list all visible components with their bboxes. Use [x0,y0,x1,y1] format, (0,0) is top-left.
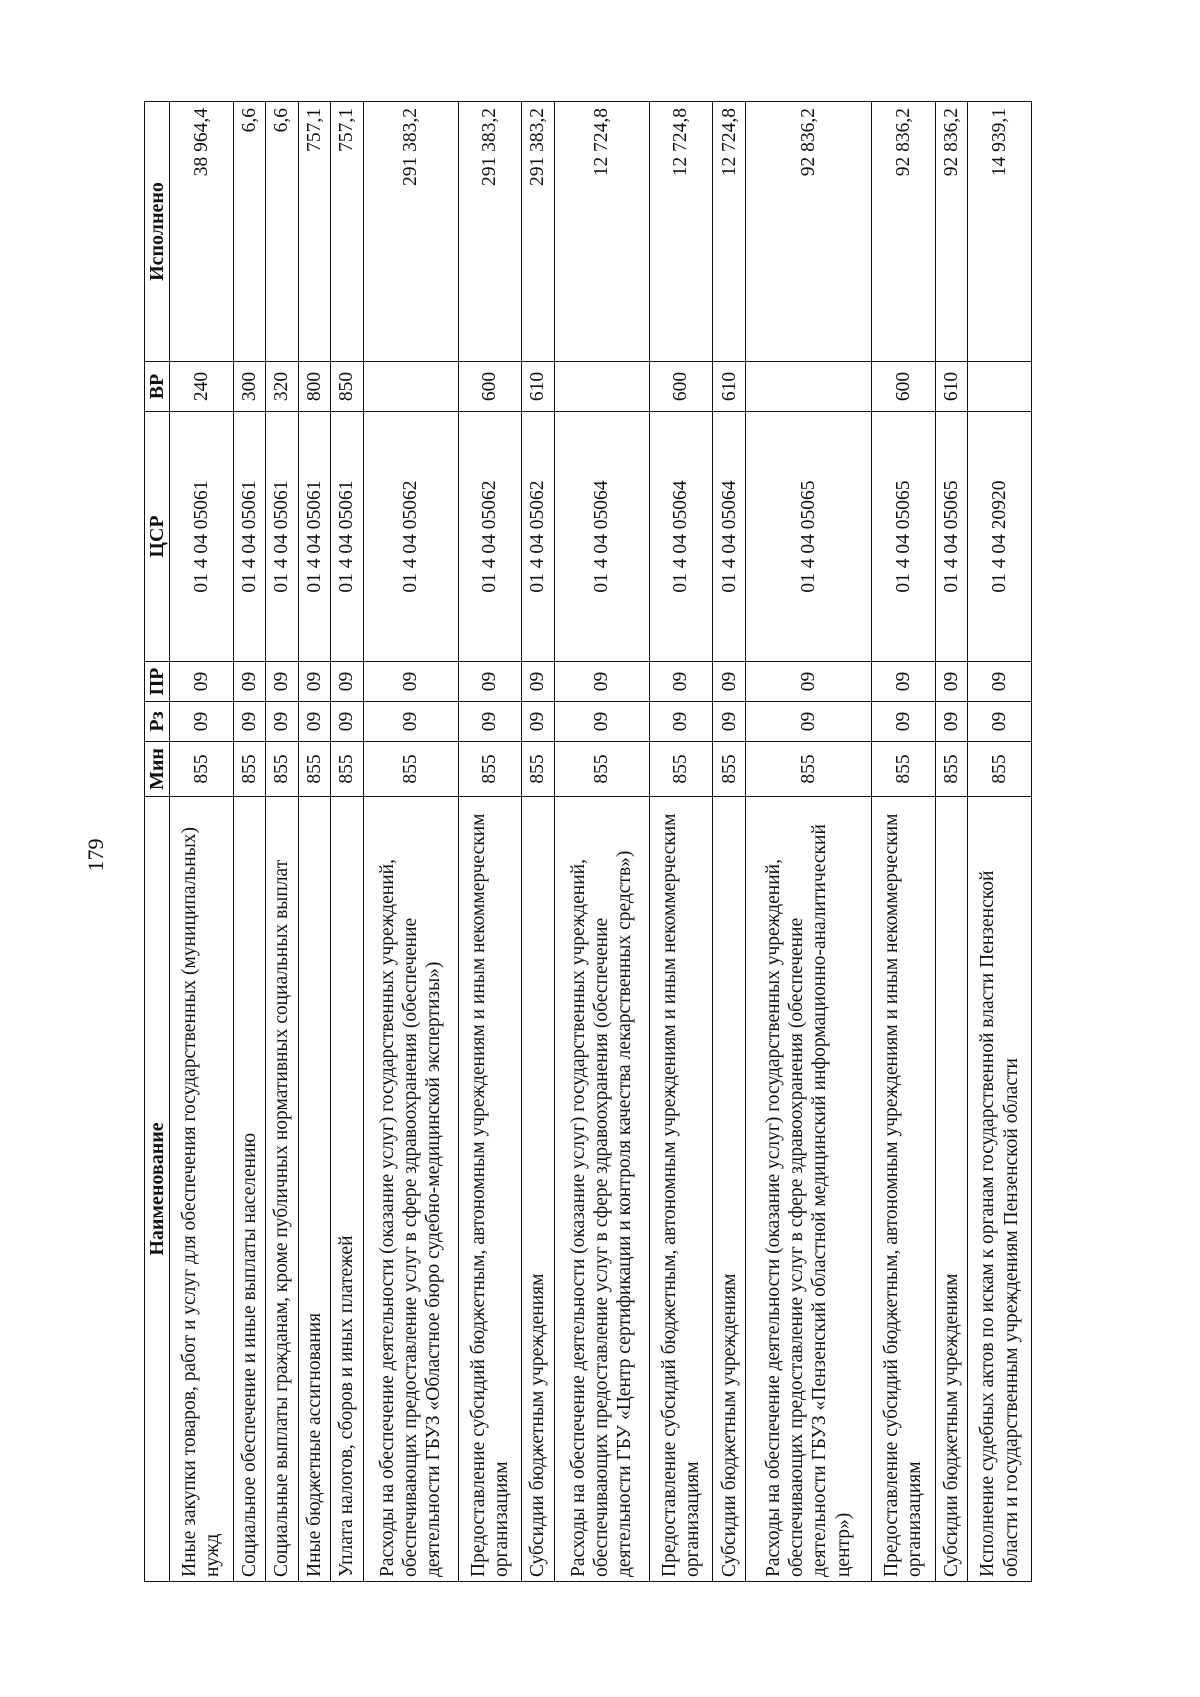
cell-csr: 01 4 04 05061 [233,412,266,662]
cell-vr: 600 [458,362,522,412]
cell-min: 855 [363,742,458,797]
cell-name: Предоставление субсидий бюджетным, автономным учреждениям и иным некоммерческим организациям [649,797,713,1582]
cell-pr: 09 [713,662,746,702]
cell-vr: 610 [935,362,968,412]
cell-rz: 09 [363,702,458,742]
cell-vr: 600 [649,362,713,412]
header-vr: ВР [145,362,170,412]
table-body [170,102,1032,1582]
table-row [331,102,364,1582]
cell-min: 855 [745,742,871,797]
cell-amount: 291 383,2 [458,102,522,362]
cell-pr: 09 [968,662,1032,702]
cell-name: Расходы на обеспечение деятельности (оказание услуг) государственных учреждений, обеспечивающих предоставление услуг в сфере здравоохранения (обеспечение деятельности ГБУ «Центр сертификации и контроля качества лекарственных средств») [554,797,649,1582]
header-min: Мин [145,742,170,797]
cell-amount: 12 724,8 [649,102,713,362]
cell-rz: 09 [649,702,713,742]
table-row [935,102,968,1582]
cell-name: Социальное обеспечение и иные выплаты населению [233,797,266,1582]
table-row [872,102,936,1582]
header-csr: ЦСР [145,412,170,662]
cell-min: 855 [331,742,364,797]
cell-rz: 09 [872,702,936,742]
cell-min: 855 [554,742,649,797]
cell-csr: 01 4 04 20920 [968,412,1032,662]
header-rz: Рз [145,702,170,742]
cell-name: Субсидии бюджетным учреждениям [935,797,968,1582]
cell-vr: 320 [266,362,299,412]
cell-vr: 240 [170,362,234,412]
cell-amount: 38 964,4 [170,102,234,362]
cell-pr: 09 [170,662,234,702]
budget-table-container [144,102,1032,1582]
cell-rz: 09 [745,702,871,742]
cell-rz: 09 [968,702,1032,742]
cell-rz: 09 [458,702,522,742]
cell-vr: 800 [298,362,331,412]
table-header-row [145,102,170,1582]
header-amount: Исполнено [145,102,170,362]
cell-pr: 09 [935,662,968,702]
table-row [713,102,746,1582]
table-row [554,102,649,1582]
cell-min: 855 [872,742,936,797]
cell-min: 855 [968,742,1032,797]
budget-table [144,101,1032,1582]
header-pr: ПР [145,662,170,702]
cell-pr: 09 [458,662,522,702]
cell-name: Предоставление субсидий бюджетным, автономным учреждениям и иным некоммерческим организациям [458,797,522,1582]
cell-csr: 01 4 04 05062 [363,412,458,662]
header-name: Наименование [145,797,170,1582]
cell-amount: 757,1 [298,102,331,362]
cell-rz: 09 [170,702,234,742]
table-row [363,102,458,1582]
cell-pr: 09 [298,662,331,702]
cell-amount: 14 939,1 [968,102,1032,362]
cell-name: Расходы на обеспечение деятельности (оказание услуг) государственных учреждений, обеспечивающих предоставление услуг в сфере здравоохранения (обеспечение деятельности ГБУЗ «Областное бюро судебно-медицинской экспертизы») [363,797,458,1582]
cell-name: Иные закупки товаров, работ и услуг для обеспечения государственных (муниципальных) нужд [170,797,234,1582]
cell-csr: 01 4 04 05064 [649,412,713,662]
cell-csr: 01 4 04 05061 [266,412,299,662]
cell-min: 855 [266,742,299,797]
cell-csr: 01 4 04 05062 [458,412,522,662]
cell-rz: 09 [713,702,746,742]
cell-rz: 09 [331,702,364,742]
cell-csr: 01 4 04 05065 [872,412,936,662]
cell-csr: 01 4 04 05061 [298,412,331,662]
cell-pr: 09 [522,662,555,702]
cell-pr: 09 [233,662,266,702]
cell-vr: 300 [233,362,266,412]
cell-pr: 09 [266,662,299,702]
cell-amount: 12 724,8 [713,102,746,362]
table-row [458,102,522,1582]
cell-min: 855 [649,742,713,797]
cell-vr: 610 [713,362,746,412]
cell-name: Расходы на обеспечение деятельности (оказание услуг) государственных учреждений, обеспечивающих предоставление услуг в сфере здравоохранения (обеспечение деятельности ГБУЗ «Пензенский областной медицинский информационно-аналитический центр») [745,797,871,1582]
cell-vr: 600 [872,362,936,412]
table-row [298,102,331,1582]
cell-pr: 09 [745,662,871,702]
cell-rz: 09 [266,702,299,742]
table-row [233,102,266,1582]
cell-min: 855 [522,742,555,797]
cell-csr: 01 4 04 05061 [170,412,234,662]
cell-pr: 09 [872,662,936,702]
cell-name: Иные бюджетные ассигнования [298,797,331,1582]
cell-csr: 01 4 04 05061 [331,412,364,662]
table-row [170,102,234,1582]
cell-pr: 09 [649,662,713,702]
cell-name: Предоставление субсидий бюджетным, автономным учреждениям и иным некоммерческим организациям [872,797,936,1582]
table-row [266,102,299,1582]
cell-csr: 01 4 04 05064 [554,412,649,662]
table-row [649,102,713,1582]
cell-min: 855 [233,742,266,797]
cell-amount: 92 836,2 [745,102,871,362]
cell-amount: 291 383,2 [522,102,555,362]
table-row [968,102,1032,1582]
cell-vr [745,362,871,412]
cell-amount: 6,6 [233,102,266,362]
cell-rz: 09 [233,702,266,742]
cell-pr: 09 [363,662,458,702]
cell-amount: 92 836,2 [935,102,968,362]
cell-min: 855 [170,742,234,797]
cell-rz: 09 [554,702,649,742]
cell-amount: 92 836,2 [872,102,936,362]
cell-amount: 291 383,2 [363,102,458,362]
cell-vr [968,362,1032,412]
cell-csr: 01 4 04 05064 [713,412,746,662]
cell-name: Субсидии бюджетным учреждениям [713,797,746,1582]
cell-csr: 01 4 04 05065 [745,412,871,662]
cell-min: 855 [713,742,746,797]
cell-min: 855 [935,742,968,797]
cell-amount: 12 724,8 [554,102,649,362]
cell-csr: 01 4 04 05062 [522,412,555,662]
table-row [745,102,871,1582]
cell-rz: 09 [935,702,968,742]
cell-rz: 09 [522,702,555,742]
cell-name: Уплата налогов, сборов и иных платежей [331,797,364,1582]
table-row [522,102,555,1582]
cell-name: Исполнение судебных актов по искам к органам государственной власти Пензенской области и государственным учреждениям Пензенской области [968,797,1032,1582]
cell-name: Социальные выплаты гражданам, кроме публичных нормативных социальных выплат [266,797,299,1582]
cell-min: 855 [458,742,522,797]
cell-csr: 01 4 04 05065 [935,412,968,662]
page-number: 179 [83,838,108,872]
cell-vr [363,362,458,412]
cell-name: Субсидии бюджетным учреждениям [522,797,555,1582]
cell-pr: 09 [331,662,364,702]
cell-vr: 610 [522,362,555,412]
cell-amount: 6,6 [266,102,299,362]
cell-rz: 09 [298,702,331,742]
cell-min: 855 [298,742,331,797]
cell-vr [554,362,649,412]
cell-vr: 850 [331,362,364,412]
cell-pr: 09 [554,662,649,702]
cell-amount: 757,1 [331,102,364,362]
